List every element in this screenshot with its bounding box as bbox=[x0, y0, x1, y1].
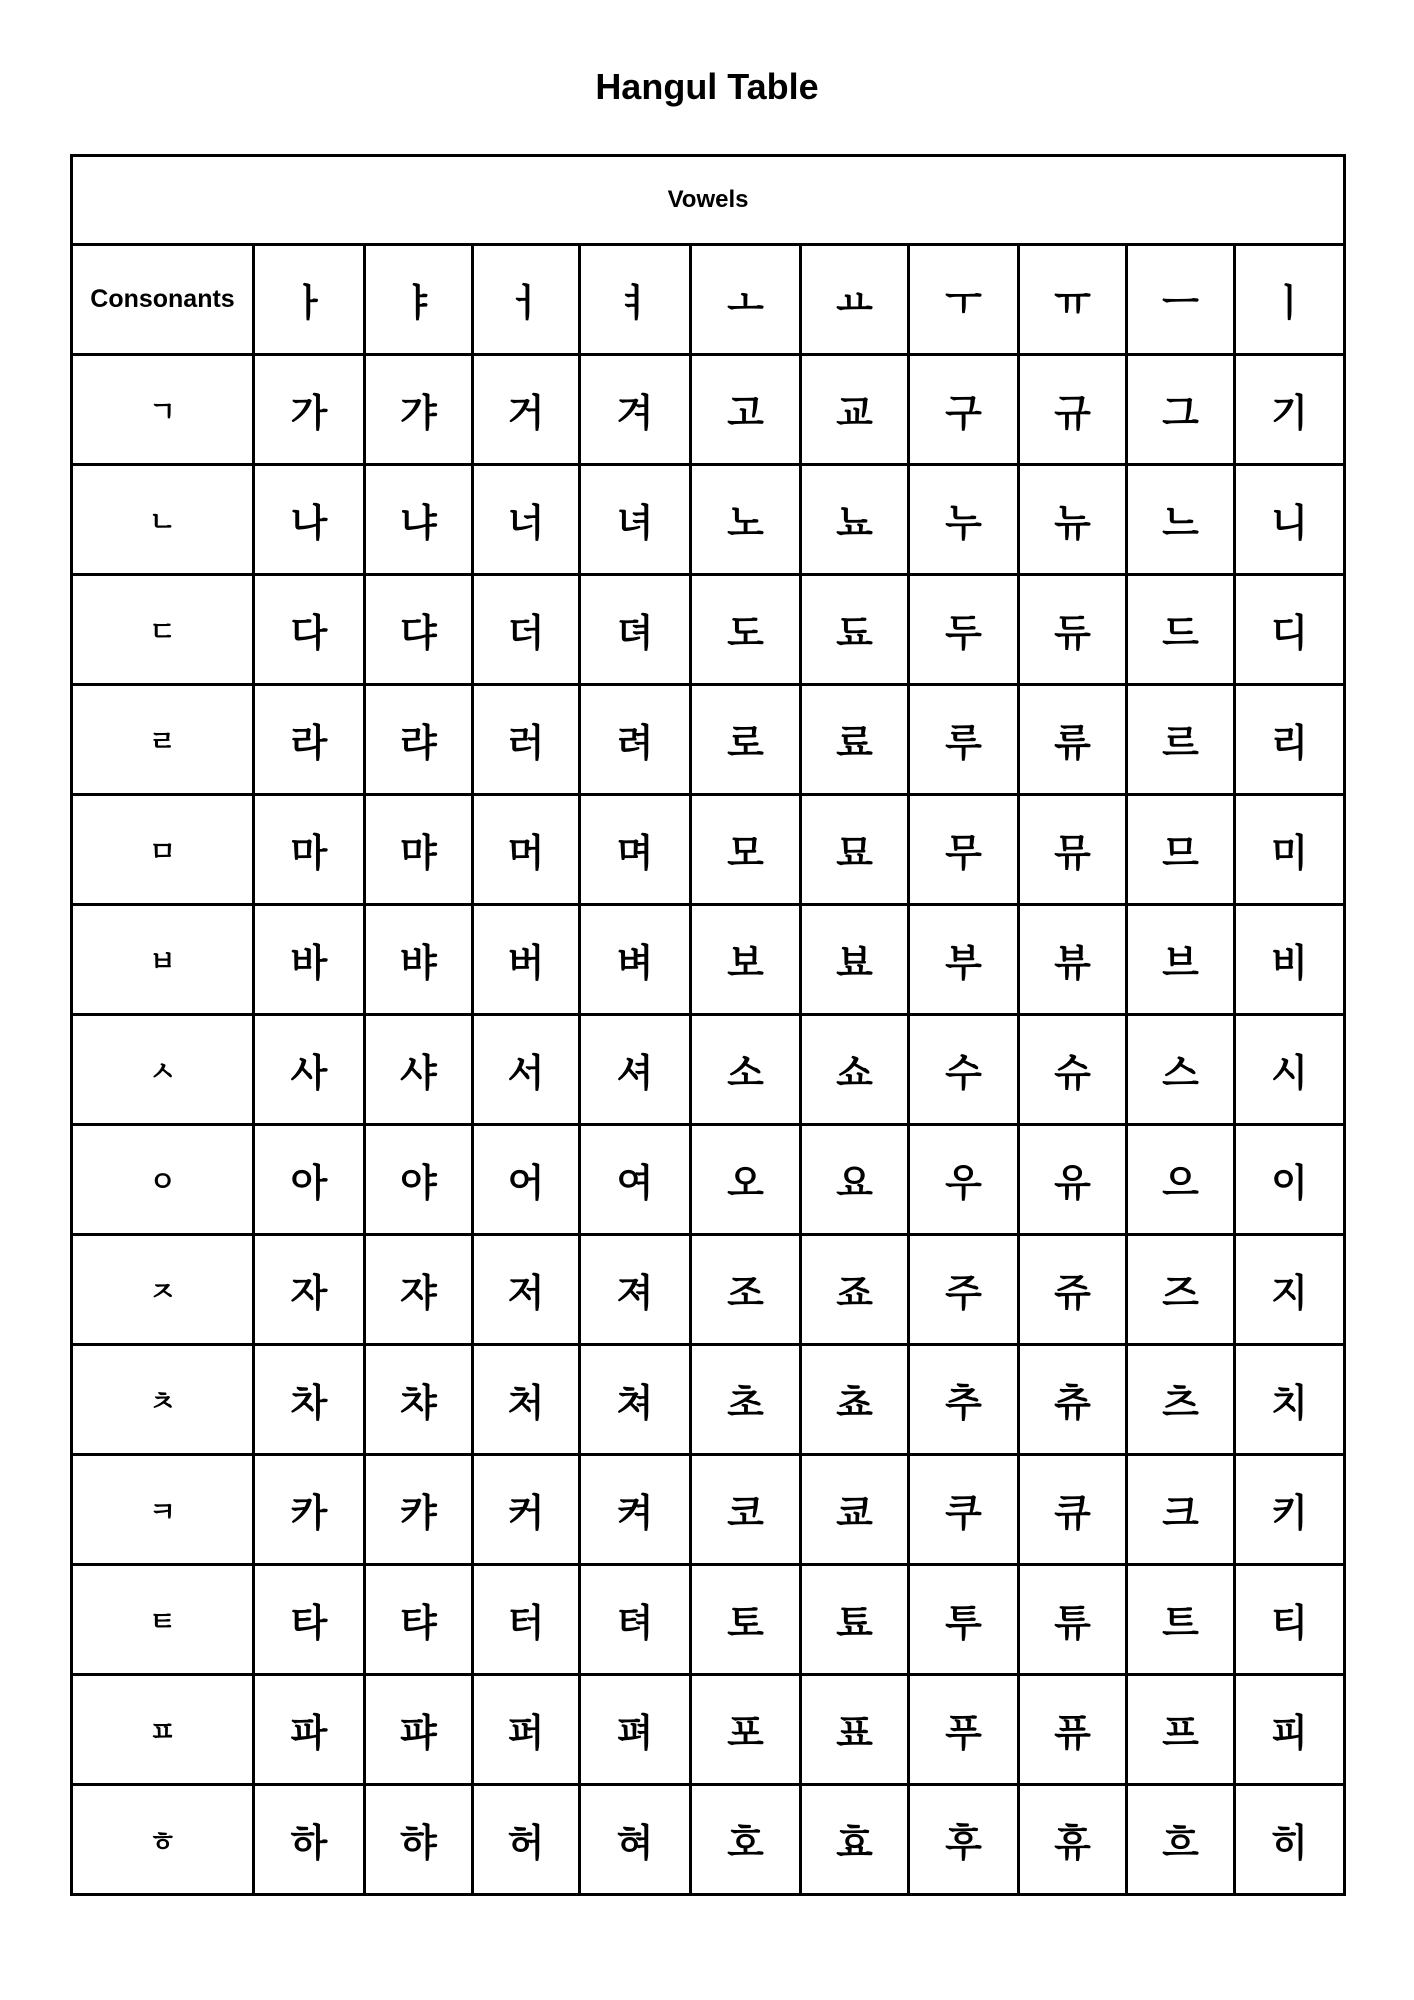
syllable-cell: 샤 bbox=[365, 1015, 473, 1125]
consonants-header: Consonants bbox=[72, 245, 254, 355]
syllable-cell: 오 bbox=[691, 1125, 801, 1235]
syllable-cell: 므 bbox=[1127, 795, 1235, 905]
syllable-cell: 파 bbox=[254, 1675, 365, 1785]
table-row bbox=[72, 575, 1345, 685]
syllable-cell: 비 bbox=[1235, 905, 1345, 1015]
syllable-cell: 치 bbox=[1235, 1345, 1345, 1455]
syllable-cell: 히 bbox=[1235, 1785, 1345, 1895]
syllable-cell: 거 bbox=[473, 355, 580, 465]
vowel-cell: ㅏ bbox=[254, 245, 365, 355]
syllable-cell: 후 bbox=[909, 1785, 1019, 1895]
syllable-cell: 츄 bbox=[1019, 1345, 1127, 1455]
consonant-cell: ㅎ bbox=[72, 1785, 254, 1895]
syllable-cell: 료 bbox=[801, 685, 909, 795]
syllable-cell: 으 bbox=[1127, 1125, 1235, 1235]
syllable-cell: 죠 bbox=[801, 1235, 909, 1345]
syllable-cell: 바 bbox=[254, 905, 365, 1015]
vowels-header: Vowels bbox=[72, 156, 1345, 245]
consonant-cell: ㅍ bbox=[72, 1675, 254, 1785]
syllable-cell: 뱌 bbox=[365, 905, 473, 1015]
syllable-cell: 스 bbox=[1127, 1015, 1235, 1125]
syllable-cell: 뷰 bbox=[1019, 905, 1127, 1015]
syllable-cell: 구 bbox=[909, 355, 1019, 465]
table-row bbox=[72, 1565, 1345, 1675]
vowel-cell: ㅣ bbox=[1235, 245, 1345, 355]
syllable-cell: 뮤 bbox=[1019, 795, 1127, 905]
syllable-cell: 쿠 bbox=[909, 1455, 1019, 1565]
syllable-cell: 드 bbox=[1127, 575, 1235, 685]
syllable-cell: 묘 bbox=[801, 795, 909, 905]
syllable-cell: 셔 bbox=[580, 1015, 691, 1125]
syllable-cell: 마 bbox=[254, 795, 365, 905]
vowel-cell: ㅜ bbox=[909, 245, 1019, 355]
syllable-cell: 루 bbox=[909, 685, 1019, 795]
page-title: Hangul Table bbox=[595, 66, 819, 107]
syllable-cell: 추 bbox=[909, 1345, 1019, 1455]
syllable-cell: 커 bbox=[473, 1455, 580, 1565]
syllable-cell: 조 bbox=[691, 1235, 801, 1345]
syllable-cell: 쿄 bbox=[801, 1455, 909, 1565]
syllable-cell: 주 bbox=[909, 1235, 1019, 1345]
syllable-cell: 푸 bbox=[909, 1675, 1019, 1785]
syllable-cell: 더 bbox=[473, 575, 580, 685]
syllable-cell: 뇨 bbox=[801, 465, 909, 575]
syllable-cell: 니 bbox=[1235, 465, 1345, 575]
syllable-cell: 보 bbox=[691, 905, 801, 1015]
syllable-cell: 호 bbox=[691, 1785, 801, 1895]
consonant-cell: ㅈ bbox=[72, 1235, 254, 1345]
syllable-cell: 툐 bbox=[801, 1565, 909, 1675]
syllable-cell: 요 bbox=[801, 1125, 909, 1235]
syllable-cell: 햐 bbox=[365, 1785, 473, 1895]
syllable-cell: 먀 bbox=[365, 795, 473, 905]
syllable-cell: 튜 bbox=[1019, 1565, 1127, 1675]
vowel-cell: ㅑ bbox=[365, 245, 473, 355]
table-row bbox=[72, 685, 1345, 795]
vowel-cell: ㅠ bbox=[1019, 245, 1127, 355]
syllable-cell: 랴 bbox=[365, 685, 473, 795]
syllable-cell: 미 bbox=[1235, 795, 1345, 905]
consonant-cell: ㄷ bbox=[72, 575, 254, 685]
syllable-cell: 휴 bbox=[1019, 1785, 1127, 1895]
vowel-cell: ㅓ bbox=[473, 245, 580, 355]
syllable-cell: 퓨 bbox=[1019, 1675, 1127, 1785]
consonant-cell: ㄱ bbox=[72, 355, 254, 465]
syllable-cell: 서 bbox=[473, 1015, 580, 1125]
table-row bbox=[72, 1015, 1345, 1125]
syllable-cell: 다 bbox=[254, 575, 365, 685]
syllable-cell: 벼 bbox=[580, 905, 691, 1015]
consonant-cell: ㅂ bbox=[72, 905, 254, 1015]
vowel-cell: ㅡ bbox=[1127, 245, 1235, 355]
syllable-cell: 댜 bbox=[365, 575, 473, 685]
syllable-cell: 겨 bbox=[580, 355, 691, 465]
syllable-cell: 규 bbox=[1019, 355, 1127, 465]
consonant-cell: ㄹ bbox=[72, 685, 254, 795]
syllable-cell: 로 bbox=[691, 685, 801, 795]
syllable-cell: 뉴 bbox=[1019, 465, 1127, 575]
consonant-cell: ㅌ bbox=[72, 1565, 254, 1675]
consonant-cell: ㅊ bbox=[72, 1345, 254, 1455]
syllable-cell: 수 bbox=[909, 1015, 1019, 1125]
syllable-cell: 텨 bbox=[580, 1565, 691, 1675]
consonant-cell: ㅅ bbox=[72, 1015, 254, 1125]
consonant-cell: ㅁ bbox=[72, 795, 254, 905]
syllable-cell: 프 bbox=[1127, 1675, 1235, 1785]
table-row bbox=[72, 1125, 1345, 1235]
consonant-cell: ㄴ bbox=[72, 465, 254, 575]
table-row bbox=[72, 465, 1345, 575]
syllable-cell: 느 bbox=[1127, 465, 1235, 575]
syllable-cell: 유 bbox=[1019, 1125, 1127, 1235]
syllable-cell: 츠 bbox=[1127, 1345, 1235, 1455]
syllable-cell: 하 bbox=[254, 1785, 365, 1895]
table-row bbox=[72, 355, 1345, 465]
table-row bbox=[72, 1235, 1345, 1345]
syllable-cell: 우 bbox=[909, 1125, 1019, 1235]
syllable-cell: 너 bbox=[473, 465, 580, 575]
table-row bbox=[72, 1455, 1345, 1565]
syllable-cell: 차 bbox=[254, 1345, 365, 1455]
syllable-cell: 챠 bbox=[365, 1345, 473, 1455]
syllable-cell: 코 bbox=[691, 1455, 801, 1565]
syllable-cell: 쵸 bbox=[801, 1345, 909, 1455]
syllable-cell: 캬 bbox=[365, 1455, 473, 1565]
syllable-cell: 녀 bbox=[580, 465, 691, 575]
syllable-cell: 혀 bbox=[580, 1785, 691, 1895]
syllable-cell: 이 bbox=[1235, 1125, 1345, 1235]
syllable-cell: 퍼 bbox=[473, 1675, 580, 1785]
syllable-cell: 흐 bbox=[1127, 1785, 1235, 1895]
syllable-cell: 됴 bbox=[801, 575, 909, 685]
syllable-cell: 키 bbox=[1235, 1455, 1345, 1565]
syllable-cell: 부 bbox=[909, 905, 1019, 1015]
syllable-cell: 갸 bbox=[365, 355, 473, 465]
vowel-cell: ㅛ bbox=[801, 245, 909, 355]
syllable-cell: 트 bbox=[1127, 1565, 1235, 1675]
syllable-cell: 가 bbox=[254, 355, 365, 465]
table-row bbox=[72, 1345, 1345, 1455]
syllable-cell: 어 bbox=[473, 1125, 580, 1235]
syllable-cell: 듀 bbox=[1019, 575, 1127, 685]
syllable-cell: 토 bbox=[691, 1565, 801, 1675]
syllable-cell: 고 bbox=[691, 355, 801, 465]
syllable-cell: 디 bbox=[1235, 575, 1345, 685]
syllable-cell: 라 bbox=[254, 685, 365, 795]
syllable-cell: 티 bbox=[1235, 1565, 1345, 1675]
syllable-cell: 냐 bbox=[365, 465, 473, 575]
syllable-cell: 지 bbox=[1235, 1235, 1345, 1345]
syllable-cell: 표 bbox=[801, 1675, 909, 1785]
syllable-cell: 그 bbox=[1127, 355, 1235, 465]
syllable-cell: 타 bbox=[254, 1565, 365, 1675]
table-row bbox=[72, 1675, 1345, 1785]
syllable-cell: 류 bbox=[1019, 685, 1127, 795]
syllable-cell: 모 bbox=[691, 795, 801, 905]
consonant-cell: ㅋ bbox=[72, 1455, 254, 1565]
table-row bbox=[72, 905, 1345, 1015]
syllable-cell: 슈 bbox=[1019, 1015, 1127, 1125]
syllable-cell: 여 bbox=[580, 1125, 691, 1235]
syllable-cell: 아 bbox=[254, 1125, 365, 1235]
syllable-cell: 퍄 bbox=[365, 1675, 473, 1785]
syllable-cell: 뵤 bbox=[801, 905, 909, 1015]
syllable-cell: 초 bbox=[691, 1345, 801, 1455]
syllable-cell: 사 bbox=[254, 1015, 365, 1125]
hangul-table bbox=[70, 154, 1346, 1896]
syllable-cell: 큐 bbox=[1019, 1455, 1127, 1565]
syllable-cell: 터 bbox=[473, 1565, 580, 1675]
syllable-cell: 피 bbox=[1235, 1675, 1345, 1785]
syllable-cell: 자 bbox=[254, 1235, 365, 1345]
syllable-cell: 허 bbox=[473, 1785, 580, 1895]
syllable-cell: 시 bbox=[1235, 1015, 1345, 1125]
table-row bbox=[72, 1785, 1345, 1895]
syllable-cell: 쇼 bbox=[801, 1015, 909, 1125]
syllable-cell: 뎌 bbox=[580, 575, 691, 685]
syllable-cell: 교 bbox=[801, 355, 909, 465]
vowels-header-row bbox=[72, 156, 1345, 245]
consonant-cell: ㅇ bbox=[72, 1125, 254, 1235]
syllable-cell: 포 bbox=[691, 1675, 801, 1785]
syllable-cell: 처 bbox=[473, 1345, 580, 1455]
syllable-cell: 나 bbox=[254, 465, 365, 575]
syllable-cell: 쥬 bbox=[1019, 1235, 1127, 1345]
syllable-cell: 누 bbox=[909, 465, 1019, 575]
syllable-cell: 기 bbox=[1235, 355, 1345, 465]
syllable-cell: 소 bbox=[691, 1015, 801, 1125]
syllable-cell: 러 bbox=[473, 685, 580, 795]
syllable-cell: 려 bbox=[580, 685, 691, 795]
syllable-cell: 펴 bbox=[580, 1675, 691, 1785]
syllable-cell: 쳐 bbox=[580, 1345, 691, 1455]
syllable-cell: 탸 bbox=[365, 1565, 473, 1675]
syllable-cell: 저 bbox=[473, 1235, 580, 1345]
syllable-cell: 크 bbox=[1127, 1455, 1235, 1565]
syllable-cell: 효 bbox=[801, 1785, 909, 1895]
syllable-cell: 투 bbox=[909, 1565, 1019, 1675]
vowel-cell: ㅕ bbox=[580, 245, 691, 355]
syllable-cell: 머 bbox=[473, 795, 580, 905]
syllable-cell: 야 bbox=[365, 1125, 473, 1235]
syllable-cell: 르 bbox=[1127, 685, 1235, 795]
syllable-cell: 켜 bbox=[580, 1455, 691, 1565]
syllable-cell: 노 bbox=[691, 465, 801, 575]
syllable-cell: 브 bbox=[1127, 905, 1235, 1015]
syllable-cell: 무 bbox=[909, 795, 1019, 905]
syllable-cell: 도 bbox=[691, 575, 801, 685]
table-row bbox=[72, 795, 1345, 905]
syllable-cell: 버 bbox=[473, 905, 580, 1015]
syllable-cell: 두 bbox=[909, 575, 1019, 685]
vowel-cell: ㅗ bbox=[691, 245, 801, 355]
syllable-cell: 며 bbox=[580, 795, 691, 905]
syllable-cell: 져 bbox=[580, 1235, 691, 1345]
syllable-cell: 즈 bbox=[1127, 1235, 1235, 1345]
syllable-cell: 카 bbox=[254, 1455, 365, 1565]
syllable-cell: 쟈 bbox=[365, 1235, 473, 1345]
syllable-cell: 리 bbox=[1235, 685, 1345, 795]
vowel-row bbox=[72, 245, 1345, 355]
